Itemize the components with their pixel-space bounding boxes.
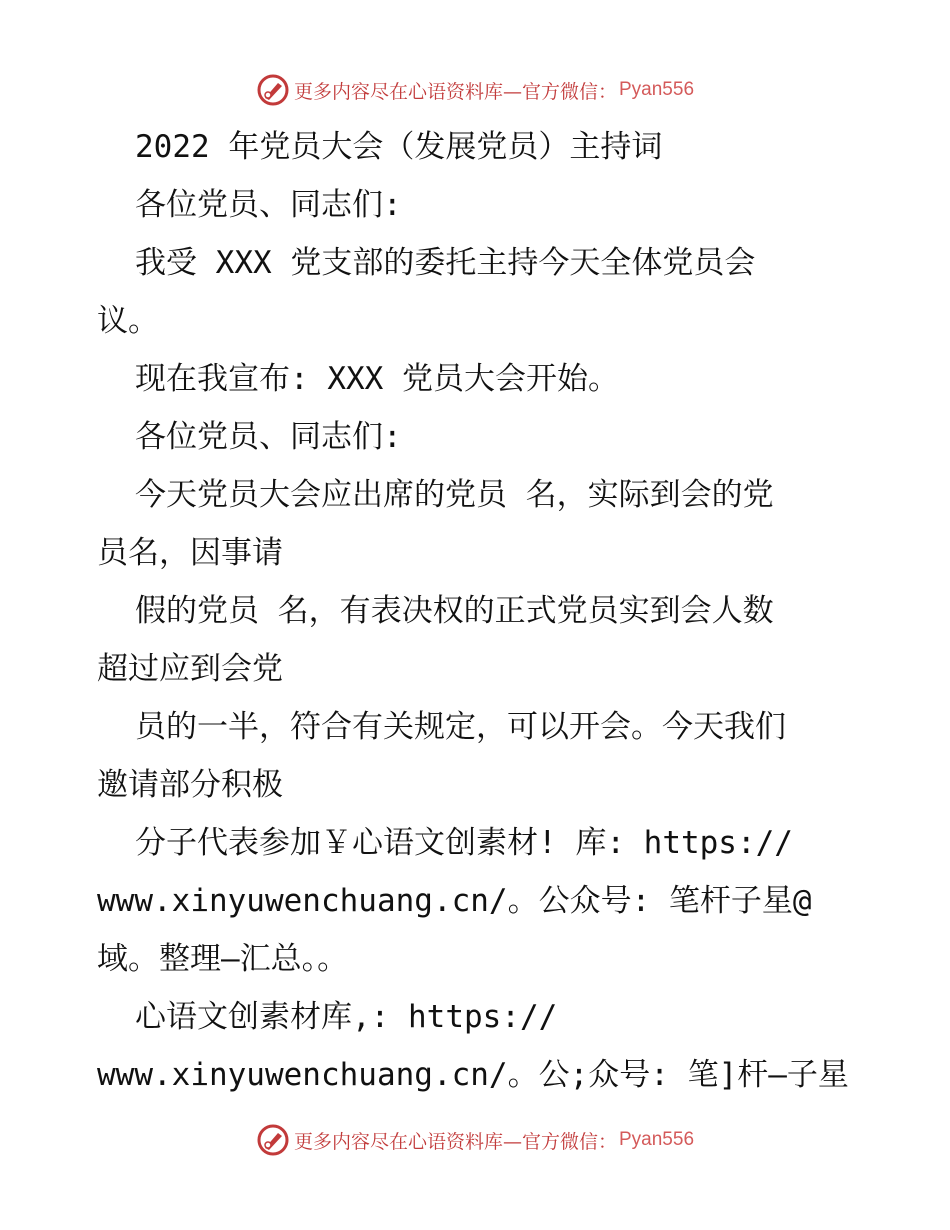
paragraph-line: 超过应到会党: [97, 651, 283, 687]
pen-circle-logo-icon: [256, 1123, 290, 1157]
header-watermark-text: 更多内容尽在心语资料库—官方微信：: [293, 80, 617, 103]
footer-watermark-text: 更多内容尽在心语资料库—官方微信：: [293, 1130, 617, 1153]
paragraph-line: www.xinyuwenchuang.cn/。公;众号: 笔]杆—子星: [97, 1057, 849, 1093]
paragraph-line: 假的党员 名，有表决权的正式党员实到会人数: [135, 593, 774, 629]
paragraph-line: 域。整理—汇总。。: [97, 941, 349, 977]
paragraph-line: 员名，因事请: [97, 535, 283, 571]
paragraph-line: 员的一半，符合有关规定，可以开会。今天我们: [135, 709, 786, 745]
paragraph-line: 我受 XXX 党支部的委托主持今天全体党员会: [135, 245, 756, 281]
doc-title: 2022 年党员大会（发展党员）主持词: [135, 129, 663, 165]
header-watermark: [0, 70, 950, 110]
footer-wechat-id: Pyan556: [619, 1129, 695, 1150]
paragraph-line: 议。: [97, 303, 159, 339]
pen-circle-logo-icon: [256, 73, 290, 107]
paragraph-line: 各位党员、同志们:: [135, 419, 402, 455]
paragraph-line: 各位党员、同志们:: [135, 187, 402, 223]
paragraph-line: 心语文创素材库,: https://: [135, 999, 558, 1035]
footer-watermark: [0, 1120, 950, 1160]
header-wechat-id: Pyan556: [619, 79, 695, 100]
paragraph-line: 邀请部分积极: [97, 767, 283, 803]
paragraph-line: 分子代表参加￥心语文创素材! 库: https://: [135, 825, 793, 861]
paragraph-line: 今天党员大会应出席的党员 名，实际到会的党: [135, 477, 774, 513]
paragraph-line: 现在我宣布: XXX 党员大会开始。: [135, 361, 619, 397]
paragraph-line: www.xinyuwenchuang.cn/。公众号: 笔杆子星@: [97, 883, 812, 919]
